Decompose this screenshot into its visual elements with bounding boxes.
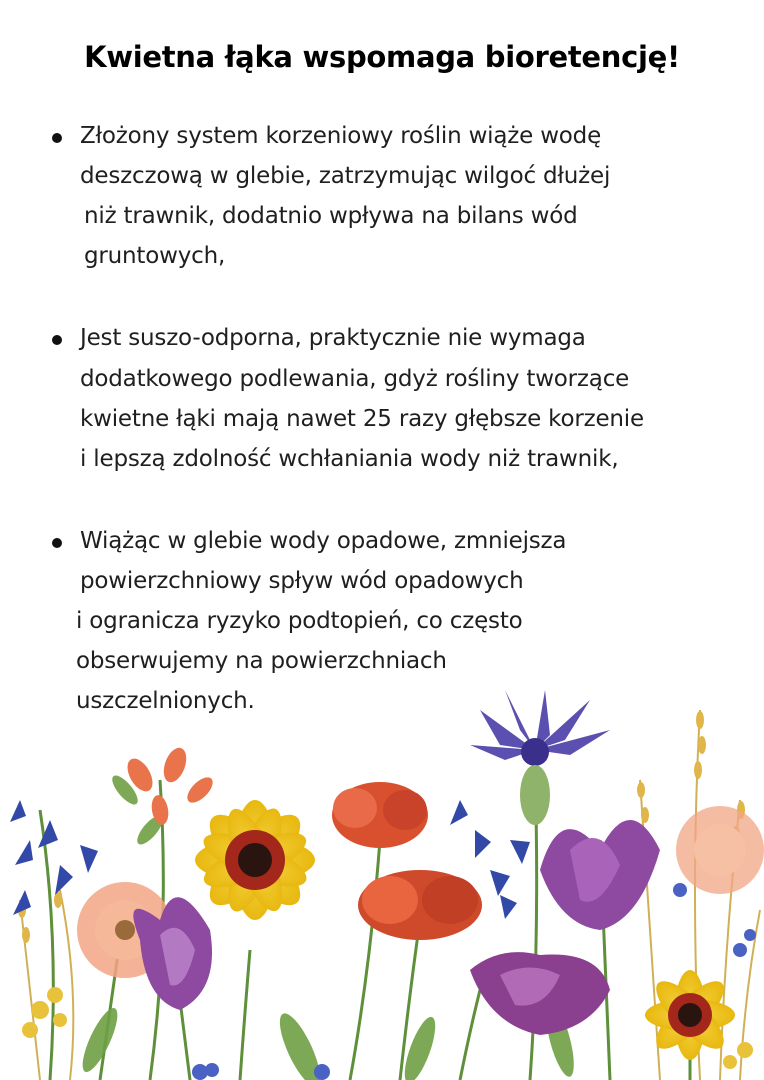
- list-item-line: deszczową w glebie, zatrzymując wilgoć dłużej: [80, 163, 611, 189]
- list-item-line: uszczelnionych.: [76, 688, 255, 714]
- list-item-line: i lepszą zdolność wchłaniania wody niż trawnik,: [80, 446, 619, 472]
- yellow-cluster-icon: [22, 987, 753, 1069]
- list-item-line: obserwujemy na powierzchniach: [76, 648, 447, 674]
- list-item-line: kwietne łąki mają nawet 25 razy głębsze korzenie: [80, 406, 644, 432]
- wildflower-meadow-illustration: [0, 690, 764, 1080]
- list-item-line: gruntowych,: [84, 243, 226, 269]
- sunflower-small-icon: [645, 970, 735, 1060]
- small-orange-flower-icon: [122, 745, 217, 826]
- list-item-line: i ogranicza ryzyko podtopień, co często: [76, 608, 523, 634]
- sunflower-icon: [195, 800, 315, 920]
- list-item-line: niż trawnik, dodatnio wpływa na bilans wód: [84, 203, 578, 229]
- bullet-icon: [52, 335, 62, 345]
- cornflower-icon: [470, 690, 610, 825]
- list-item-line: Wiążąc w glebie wody opadowe, zmniejsza: [80, 528, 567, 554]
- page-title: Kwietna łąka wspomaga bioretencję!: [84, 40, 680, 74]
- list-item-line: Jest suszo-odporna, praktycznie nie wymaga: [80, 325, 586, 351]
- list-item-line: powierzchniowy spływ wód opadowych: [80, 568, 524, 594]
- bullet-icon: [52, 133, 62, 143]
- list-item-line: Złożony system korzeniowy roślin wiąże wodę: [80, 123, 602, 149]
- bullet-icon: [52, 538, 62, 548]
- list-item-line: dodatkowego podlewania, gdyż rośliny tworzące: [80, 366, 630, 392]
